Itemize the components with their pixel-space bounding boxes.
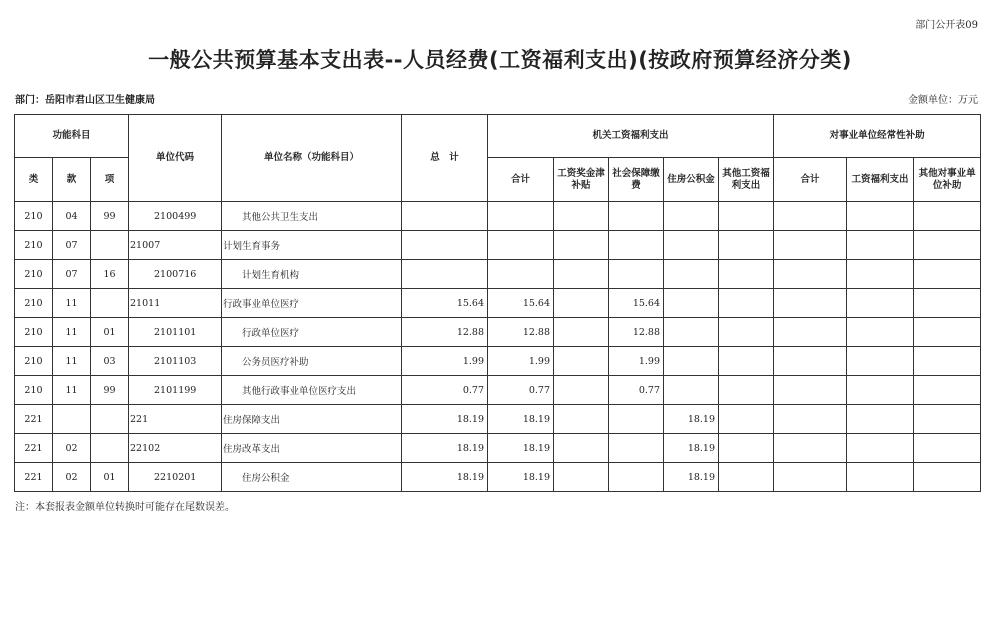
agency-social-header: 社会保障缴费 (609, 158, 664, 202)
subsidy-heji-cell (774, 347, 847, 376)
agency-housing-cell (664, 347, 719, 376)
unit-name-cell: 计划生育事务 (222, 231, 402, 260)
xiang-cell: 99 (91, 376, 129, 405)
xiang-cell (91, 434, 129, 463)
subsidy-other-header: 其他对事业单位补助 (914, 158, 981, 202)
subsidy-other-cell (914, 289, 981, 318)
kuan-cell: 07 (53, 231, 91, 260)
lei-header: 类 (15, 158, 53, 202)
kuan-cell: 02 (53, 463, 91, 492)
table-row (15, 376, 981, 405)
kuan-header: 款 (53, 158, 91, 202)
table-row (15, 347, 981, 376)
agency-other-cell (719, 260, 774, 289)
subsidy-heji-cell (774, 202, 847, 231)
subsidy-wage-cell (847, 202, 914, 231)
unit-name-cell: 计划生育机构 (222, 260, 402, 289)
lei-cell: 210 (15, 347, 53, 376)
unit-name-cell: 行政单位医疗 (222, 318, 402, 347)
xiang-header: 项 (91, 158, 129, 202)
agency-wage-bonus-header: 工资奖金津补贴 (554, 158, 609, 202)
unit-name-cell: 住房公积金 (222, 463, 402, 492)
agency-social-cell (609, 405, 664, 434)
page-title: 一般公共预算基本支出表--人员经费(工资福利支出)(按政府预算经济分类) (148, 48, 852, 72)
agency-wage-bonus-cell (554, 376, 609, 405)
agency-other-cell (719, 434, 774, 463)
lei-cell: 210 (15, 376, 53, 405)
total-cell: 1.99 (402, 347, 488, 376)
agency-housing-cell: 18.19 (664, 463, 719, 492)
agency-housing-cell: 18.19 (664, 405, 719, 434)
agency-other-cell (719, 376, 774, 405)
agency-heji-cell: 12.88 (488, 318, 554, 347)
subsidy-other-cell (914, 260, 981, 289)
agency-housing-cell (664, 318, 719, 347)
agency-other-cell (719, 318, 774, 347)
xiang-cell (91, 231, 129, 260)
subsidy-other-cell (914, 202, 981, 231)
unit-code-cell: 2100499 (129, 202, 222, 231)
amount-unit-label: 金额单位：万元 (908, 95, 978, 106)
agency-other-cell (719, 202, 774, 231)
subsidy-wage-cell (847, 405, 914, 434)
unit-code-header: 单位代码 (129, 115, 222, 202)
subsidy-heji-cell (774, 434, 847, 463)
lei-cell: 221 (15, 434, 53, 463)
agency-wage-bonus-cell (554, 434, 609, 463)
lei-cell: 210 (15, 318, 53, 347)
lei-cell: 221 (15, 405, 53, 434)
subsidy-wage-cell (847, 347, 914, 376)
table-row (15, 405, 981, 434)
subsidy-header: 对事业单位经常性补助 (774, 115, 981, 158)
xiang-cell (91, 289, 129, 318)
unit-code-cell: 2101199 (129, 376, 222, 405)
agency-social-cell (609, 260, 664, 289)
xiang-cell (91, 405, 129, 434)
unit-code-cell: 221 (129, 405, 222, 434)
subsidy-other-cell (914, 347, 981, 376)
xiang-cell: 03 (91, 347, 129, 376)
subsidy-other-cell (914, 463, 981, 492)
agency-wage-bonus-cell (554, 347, 609, 376)
agency-social-cell: 1.99 (609, 347, 664, 376)
agency-wage-bonus-cell (554, 231, 609, 260)
unit-code-cell: 2210201 (129, 463, 222, 492)
agency-housing-cell (664, 289, 719, 318)
total-cell (402, 202, 488, 231)
total-cell: 15.64 (402, 289, 488, 318)
lei-cell: 210 (15, 260, 53, 289)
total-cell: 18.19 (402, 463, 488, 492)
agency-social-cell (609, 202, 664, 231)
agency-social-cell: 12.88 (609, 318, 664, 347)
unit-code-cell: 22102 (129, 434, 222, 463)
table-row (15, 434, 981, 463)
department-label: 部门：岳阳市君山区卫生健康局 (15, 95, 155, 106)
total-cell: 0.77 (402, 376, 488, 405)
agency-wage-header: 机关工资福利支出 (488, 115, 774, 158)
agency-wage-bonus-cell (554, 289, 609, 318)
subsidy-wage-header: 工资福利支出 (847, 158, 914, 202)
xiang-cell: 01 (91, 463, 129, 492)
agency-heji-cell: 0.77 (488, 376, 554, 405)
agency-wage-bonus-cell (554, 463, 609, 492)
unit-code-cell: 2100716 (129, 260, 222, 289)
agency-social-cell (609, 463, 664, 492)
xiang-cell: 99 (91, 202, 129, 231)
table-body (15, 202, 981, 492)
subsidy-heji-cell (774, 463, 847, 492)
agency-wage-bonus-cell (554, 202, 609, 231)
unit-name-cell: 行政事业单位医疗 (222, 289, 402, 318)
agency-other-cell (719, 347, 774, 376)
kuan-cell: 11 (53, 347, 91, 376)
kuan-cell: 11 (53, 318, 91, 347)
lei-cell: 210 (15, 231, 53, 260)
unit-name-cell: 其他公共卫生支出 (222, 202, 402, 231)
agency-wage-bonus-cell (554, 318, 609, 347)
kuan-cell: 07 (53, 260, 91, 289)
subsidy-other-cell (914, 376, 981, 405)
agency-heji-cell: 15.64 (488, 289, 554, 318)
header-row-1 (15, 115, 981, 158)
lei-cell: 221 (15, 463, 53, 492)
xiang-cell: 16 (91, 260, 129, 289)
agency-other-cell (719, 289, 774, 318)
subsidy-wage-cell (847, 260, 914, 289)
agency-housing-header: 住房公积金 (664, 158, 719, 202)
subsidy-other-cell (914, 434, 981, 463)
unit-code-cell: 2101103 (129, 347, 222, 376)
total-cell: 12.88 (402, 318, 488, 347)
agency-heji-cell: 1.99 (488, 347, 554, 376)
agency-other-cell (719, 463, 774, 492)
unit-code-cell: 21011 (129, 289, 222, 318)
total-cell: 18.19 (402, 434, 488, 463)
total-cell (402, 260, 488, 289)
agency-heji-cell (488, 231, 554, 260)
unit-name-cell: 住房保障支出 (222, 405, 402, 434)
agency-heji-cell: 18.19 (488, 405, 554, 434)
table-row (15, 289, 981, 318)
subsidy-wage-cell (847, 463, 914, 492)
subsidy-other-cell (914, 318, 981, 347)
func-subject-header: 功能科目 (15, 115, 129, 158)
xiang-cell: 01 (91, 318, 129, 347)
subsidy-wage-cell (847, 376, 914, 405)
table-row (15, 260, 981, 289)
subsidy-other-cell (914, 231, 981, 260)
kuan-cell: 11 (53, 376, 91, 405)
agency-social-cell: 0.77 (609, 376, 664, 405)
total-cell (402, 231, 488, 260)
table-row (15, 318, 981, 347)
agency-wage-bonus-cell (554, 405, 609, 434)
agency-heji-cell: 18.19 (488, 434, 554, 463)
agency-heji-cell: 18.19 (488, 463, 554, 492)
subsidy-heji-cell (774, 318, 847, 347)
unit-code-cell: 2101101 (129, 318, 222, 347)
agency-housing-cell: 18.19 (664, 434, 719, 463)
subsidy-heji-cell (774, 260, 847, 289)
agency-heji-header: 合计 (488, 158, 554, 202)
agency-social-cell: 15.64 (609, 289, 664, 318)
agency-other-cell (719, 405, 774, 434)
agency-heji-cell (488, 202, 554, 231)
agency-other-cell (719, 231, 774, 260)
agency-housing-cell (664, 231, 719, 260)
unit-name-header: 单位名称（功能科目） (222, 115, 402, 202)
unit-code-cell: 21007 (129, 231, 222, 260)
agency-heji-cell (488, 260, 554, 289)
unit-name-cell: 其他行政事业单位医疗支出 (222, 376, 402, 405)
subsidy-other-cell (914, 405, 981, 434)
kuan-cell: 02 (53, 434, 91, 463)
agency-social-cell (609, 434, 664, 463)
agency-social-cell (609, 231, 664, 260)
lei-cell: 210 (15, 202, 53, 231)
total-header: 总 计 (402, 115, 488, 202)
subsidy-heji-cell (774, 376, 847, 405)
table-number-label: 部门公开表09 (915, 20, 978, 31)
unit-name-cell: 住房改革支出 (222, 434, 402, 463)
kuan-cell: 04 (53, 202, 91, 231)
subsidy-wage-cell (847, 231, 914, 260)
footnote: 注：本套报表金额单位转换时可能存在尾数误差。 (15, 502, 235, 513)
lei-cell: 210 (15, 289, 53, 318)
agency-other-header: 其他工资福利支出 (719, 158, 774, 202)
table-row (15, 202, 981, 231)
unit-name-cell: 公务员医疗补助 (222, 347, 402, 376)
agency-housing-cell (664, 376, 719, 405)
subsidy-wage-cell (847, 289, 914, 318)
agency-housing-cell (664, 260, 719, 289)
subsidy-heji-cell (774, 231, 847, 260)
subsidy-heji-cell (774, 405, 847, 434)
subsidy-heji-cell (774, 289, 847, 318)
total-cell: 18.19 (402, 405, 488, 434)
agency-wage-bonus-cell (554, 260, 609, 289)
subsidy-wage-cell (847, 318, 914, 347)
kuan-cell: 11 (53, 289, 91, 318)
kuan-cell (53, 405, 91, 434)
table-row (15, 463, 981, 492)
subsidy-wage-cell (847, 434, 914, 463)
subsidy-heji-header: 合计 (774, 158, 847, 202)
budget-table (14, 114, 981, 492)
table-row (15, 231, 981, 260)
agency-housing-cell (664, 202, 719, 231)
